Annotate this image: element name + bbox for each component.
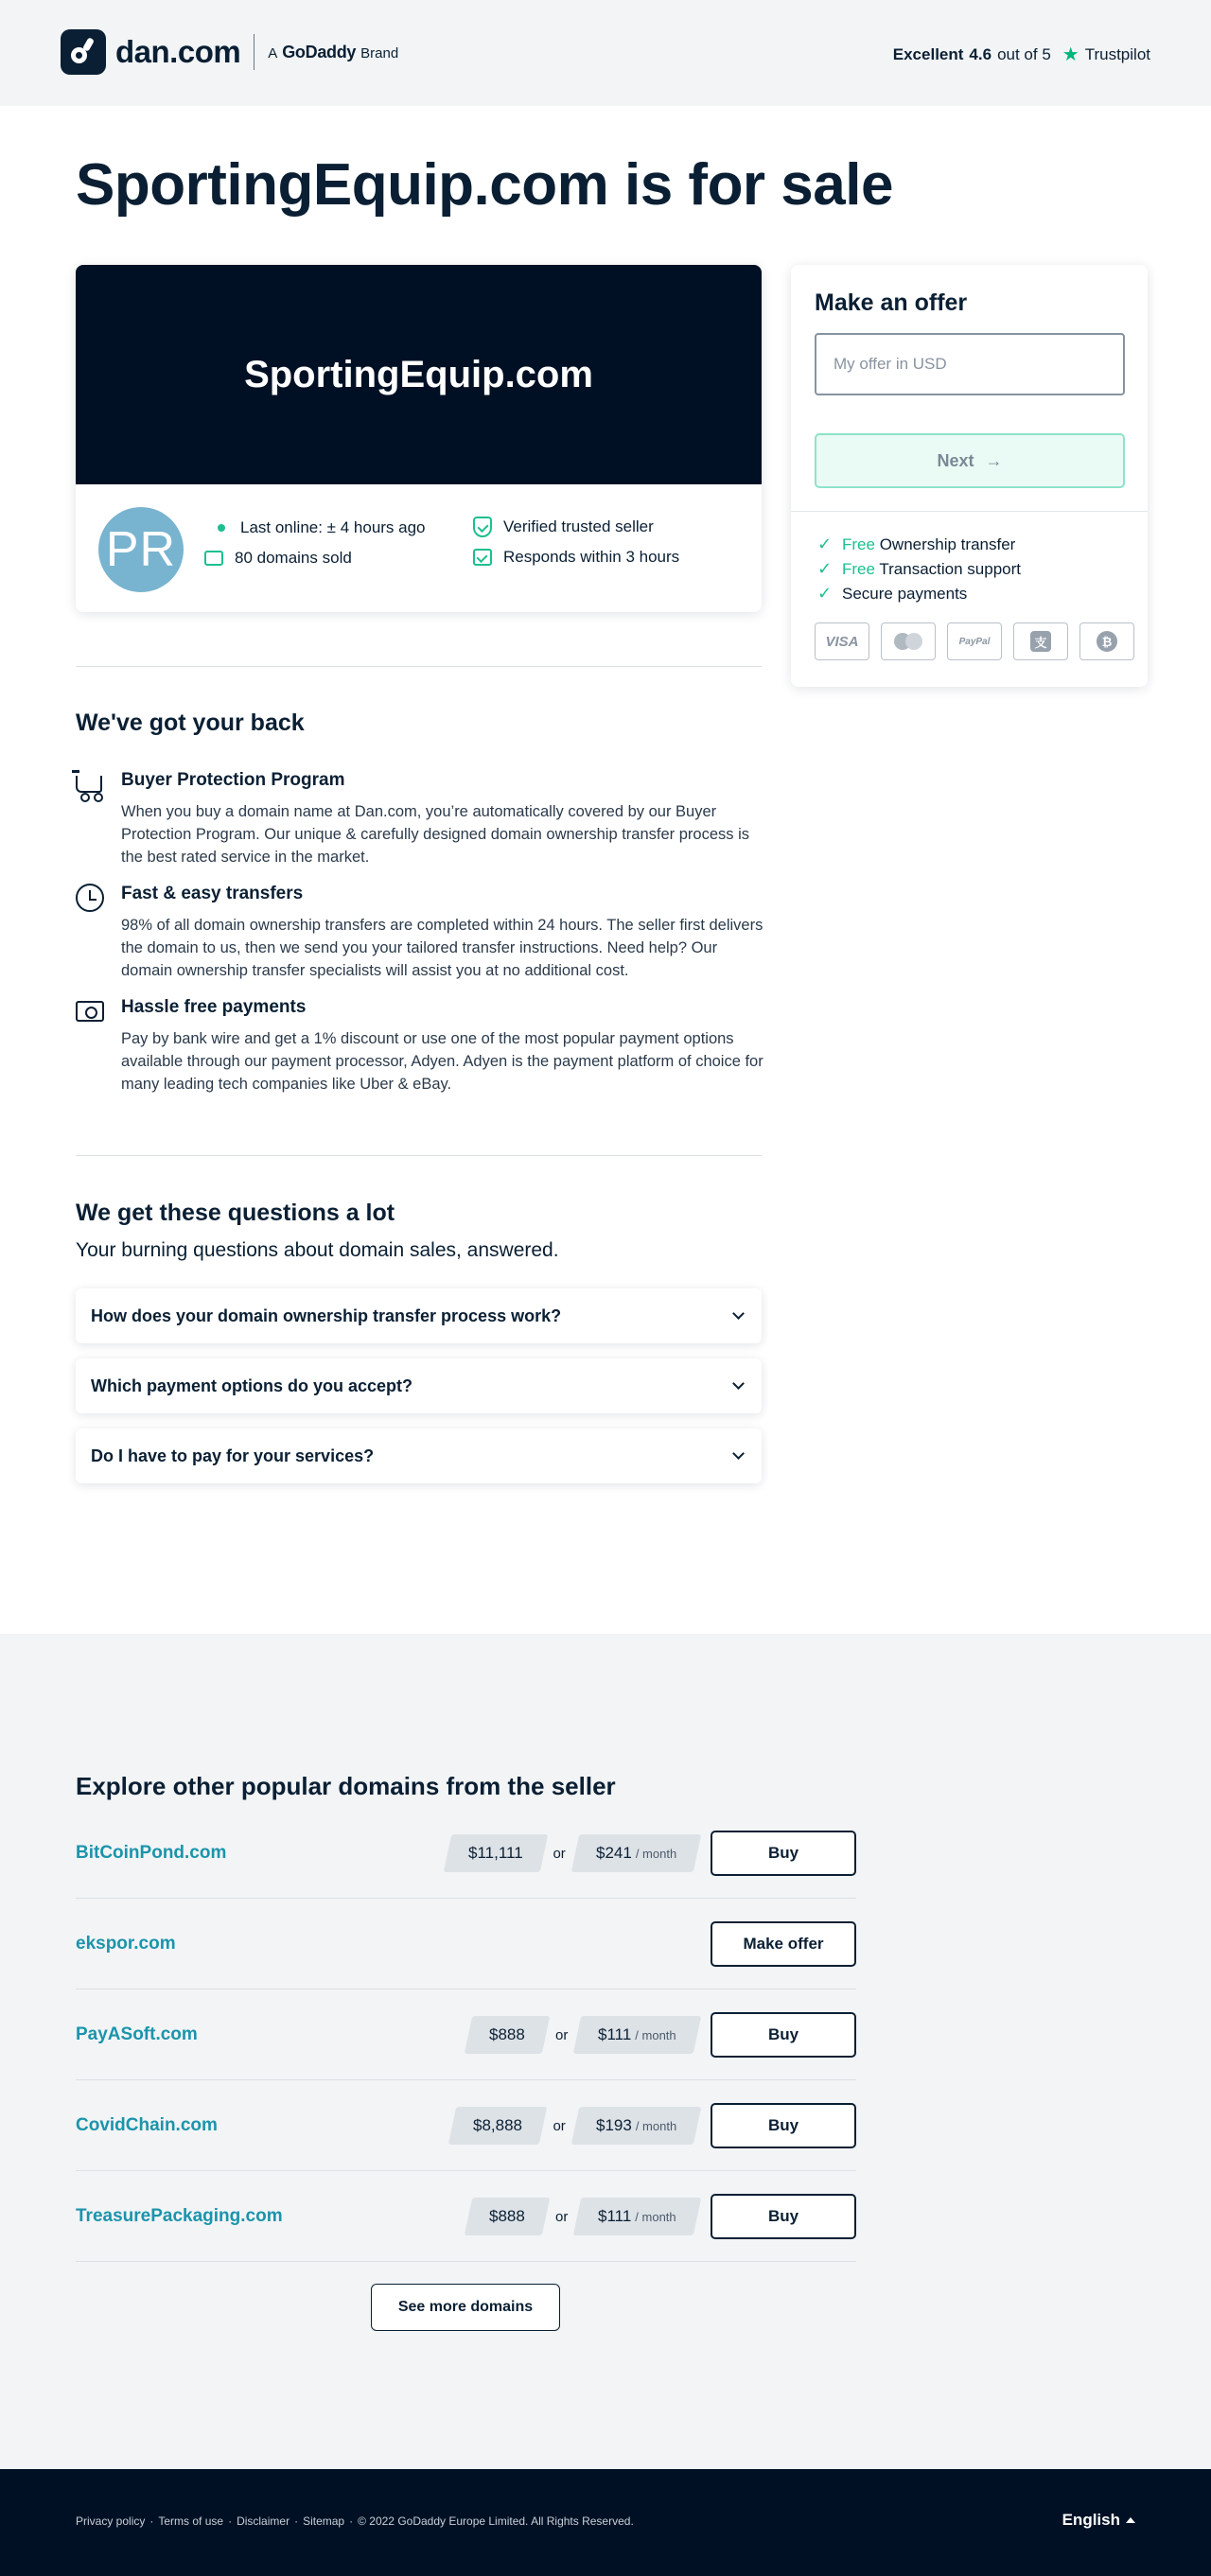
buyer-protection	[76, 770, 762, 874]
bitcoin-icon: ₿	[1079, 622, 1134, 660]
price-tag	[465, 2198, 550, 2235]
domain-banner	[76, 265, 762, 484]
domain-link[interactable]: CovidChain.com	[76, 2115, 218, 2135]
monthly-value: $111	[598, 2025, 632, 2043]
free-label: Free	[842, 559, 875, 578]
trust-score: 4.6	[969, 44, 992, 63]
trustpilot-rating[interactable]	[893, 43, 1150, 66]
faq-subheading: Your burning questions about domain sales, answered.	[76, 1239, 559, 1261]
feature-text: Ownership transfer	[879, 534, 1016, 553]
response-time	[473, 548, 679, 567]
domains-sold-text: 80 domains sold	[235, 549, 352, 567]
domain-row	[76, 2080, 856, 2171]
or-label: or	[553, 1845, 566, 1862]
buy-button[interactable]: Buy	[711, 1831, 856, 1876]
domain-link[interactable]: BitCoinPond.com	[76, 1843, 227, 1863]
shield-check-icon	[473, 517, 492, 537]
trust-brand: Trustpilot	[1084, 44, 1150, 63]
offer-input[interactable]	[815, 333, 1125, 395]
feature-ownership	[817, 534, 1015, 554]
responds-text: Responds within 3 hours	[503, 548, 680, 566]
top-bar	[0, 0, 1211, 106]
faq-heading: We get these questions a lot	[76, 1200, 395, 1226]
trust-out-of: out of 5	[997, 44, 1051, 63]
terms-link[interactable]: Terms of use	[158, 2515, 224, 2528]
faq-item[interactable]	[76, 1428, 762, 1483]
alipay-icon: 支	[1013, 622, 1068, 660]
payments-title: Hassle free payments	[121, 997, 307, 1017]
last-online	[212, 518, 426, 537]
faq-question: Do I have to pay for your services?	[91, 1446, 375, 1465]
monthly-value: $193	[595, 2116, 632, 2134]
banner-domain: SportingEquip.com	[244, 353, 593, 395]
domain-card	[76, 265, 762, 612]
monthly-price-tag	[573, 2016, 701, 2054]
page-title	[76, 151, 893, 219]
faq-question: How does your domain ownership transfer process work?	[91, 1306, 562, 1325]
per-month: / month	[635, 1847, 676, 1861]
domains-sold	[204, 549, 352, 568]
or-label: or	[555, 2208, 569, 2225]
brand-suffix: Brand	[360, 44, 399, 61]
verified-seller	[473, 517, 654, 537]
price-tag	[448, 2107, 548, 2145]
mastercard-icon	[881, 622, 936, 660]
domain-link[interactable]: TreasurePackaging.com	[76, 2206, 283, 2226]
buyer-protection-text: When you buy a domain name at Dan.com, you’re automatically covered by our Buyer Protection Program. Our unique & carefully designed domain ownership transfer process is the best rated service in the market.	[121, 803, 749, 866]
language-label: English	[1062, 2511, 1120, 2529]
payment-methods	[815, 622, 1134, 660]
language-selector[interactable]	[1062, 2511, 1135, 2530]
domain-row	[76, 2171, 856, 2262]
free-label: Free	[842, 534, 875, 553]
last-online-text: Last online: ± 4 hours ago	[240, 518, 426, 536]
price-tag	[444, 1834, 548, 1872]
buy-button[interactable]: Buy	[711, 2103, 856, 2148]
per-month: / month	[635, 2210, 676, 2224]
buy-button[interactable]: Buy	[711, 2194, 856, 2239]
payments-text: Pay by bank wire and get a 1% discount or use one of the most popular payment options available through our payment processor, Adyen. Adyen is the payment platform of choice for many leading tech companies like Uber & eBay.	[121, 1030, 763, 1093]
card-icon	[204, 551, 223, 566]
check-icon: ✓	[817, 534, 833, 553]
sitemap-link[interactable]: Sitemap	[303, 2515, 345, 2528]
price-value: $888	[489, 2025, 525, 2043]
copyright: © 2022 GoDaddy Europe Limited. All Rights Reserved.	[358, 2515, 634, 2528]
logo-text: dan.com	[115, 34, 241, 69]
domain-row	[76, 1899, 856, 1989]
monthly-price-tag	[573, 2198, 701, 2235]
feature-transaction	[817, 559, 1021, 579]
monthly-price-tag	[571, 1834, 702, 1872]
shopping-cart-icon	[76, 770, 106, 800]
feature-secure	[817, 584, 967, 604]
back-heading: We've got your back	[76, 710, 305, 736]
or-label: or	[553, 2117, 566, 2134]
per-month: / month	[635, 2028, 676, 2042]
monthly-price-tag	[571, 2107, 702, 2145]
brand-name: GoDaddy	[282, 42, 357, 61]
caret-up-icon	[1126, 2517, 1135, 2523]
online-dot-icon	[218, 524, 225, 532]
buy-button[interactable]: Buy	[711, 2012, 856, 2058]
see-more-domains-button[interactable]: See more domains	[371, 2284, 560, 2331]
chevron-down-icon	[732, 1307, 745, 1320]
domain-row	[76, 1808, 856, 1899]
footer	[0, 2469, 1211, 2576]
godaddy-brand	[268, 43, 398, 62]
next-button[interactable]	[815, 433, 1125, 488]
chevron-down-icon	[732, 1377, 745, 1390]
link-separator: ·	[294, 2515, 299, 2528]
cash-icon	[76, 997, 106, 1027]
make-offer-button[interactable]: Make offer	[711, 1921, 856, 1967]
faq-question: Which payment options do you accept?	[91, 1376, 413, 1395]
domain-link[interactable]: ekspor.com	[76, 1934, 176, 1954]
buyer-protection-title: Buyer Protection Program	[121, 770, 345, 790]
feature-text: Secure payments	[842, 584, 968, 603]
domain-link[interactable]: PayASoft.com	[76, 2024, 198, 2044]
section-divider	[76, 666, 762, 667]
per-month: / month	[635, 2119, 676, 2133]
monthly-value: $111	[598, 2207, 632, 2225]
price-value: $8,888	[473, 2116, 523, 2134]
link-separator: ·	[228, 2515, 233, 2528]
paypal-label: PayPal	[958, 636, 991, 647]
seller-info	[76, 484, 762, 612]
fast-transfers-title: Fast & easy transfers	[121, 884, 304, 903]
brand-prefix: A	[268, 44, 278, 61]
offer-divider	[791, 511, 1148, 512]
faq-item[interactable]	[76, 1288, 762, 1343]
dan-logo-icon	[61, 29, 106, 75]
trust-rating-word: Excellent	[892, 44, 964, 63]
trustpilot-star-icon: ★	[1062, 44, 1079, 65]
price-tag	[465, 2016, 550, 2054]
price-value: $888	[489, 2207, 525, 2225]
feature-text: Transaction support	[879, 559, 1022, 578]
seller-avatar: PR	[98, 507, 184, 592]
domain-row	[76, 1989, 856, 2080]
explore-heading: Explore other popular domains from the seller	[76, 1772, 616, 1800]
link-separator: ·	[149, 2515, 154, 2528]
disclaimer-link[interactable]: Disclaimer	[237, 2515, 290, 2528]
clock-icon	[76, 884, 106, 914]
dan-logo[interactable]	[61, 29, 398, 75]
check-icon: ✓	[817, 584, 833, 603]
visa-icon	[815, 622, 869, 660]
verified-text: Verified trusted seller	[503, 517, 654, 535]
fast-transfers	[76, 884, 762, 988]
faq-item[interactable]	[76, 1358, 762, 1413]
chat-check-icon	[473, 549, 492, 566]
chevron-down-icon	[732, 1447, 745, 1460]
offer-heading: Make an offer	[815, 289, 968, 316]
section-divider	[76, 1155, 762, 1156]
footer-links	[76, 2515, 634, 2528]
visa-label: VISA	[825, 633, 859, 650]
arrow-right-icon: →	[985, 450, 1003, 470]
monthly-value: $241	[595, 1844, 632, 1862]
next-label: Next	[937, 450, 974, 470]
link-separator: ·	[349, 2515, 354, 2528]
price-value: $11,111	[467, 1844, 523, 1862]
check-icon: ✓	[817, 559, 833, 578]
paypal-icon	[947, 622, 1002, 660]
title-domain: SportingEquip.com	[76, 152, 609, 218]
or-label: or	[555, 2026, 569, 2043]
fast-transfers-text: 98% of all domain ownership transfers are completed within 24 hours. The seller first delivers the domain to us, then we send you your tailored transfer instructions. Need help? Our domain ownership transfer specialists will assist you at no additional cost.	[121, 917, 763, 979]
privacy-policy-link[interactable]: Privacy policy	[76, 2515, 146, 2528]
explore-section	[0, 1634, 1211, 2469]
hassle-free-payments	[76, 997, 762, 1101]
offer-panel	[791, 265, 1148, 687]
title-suffix: is for sale	[623, 152, 893, 218]
